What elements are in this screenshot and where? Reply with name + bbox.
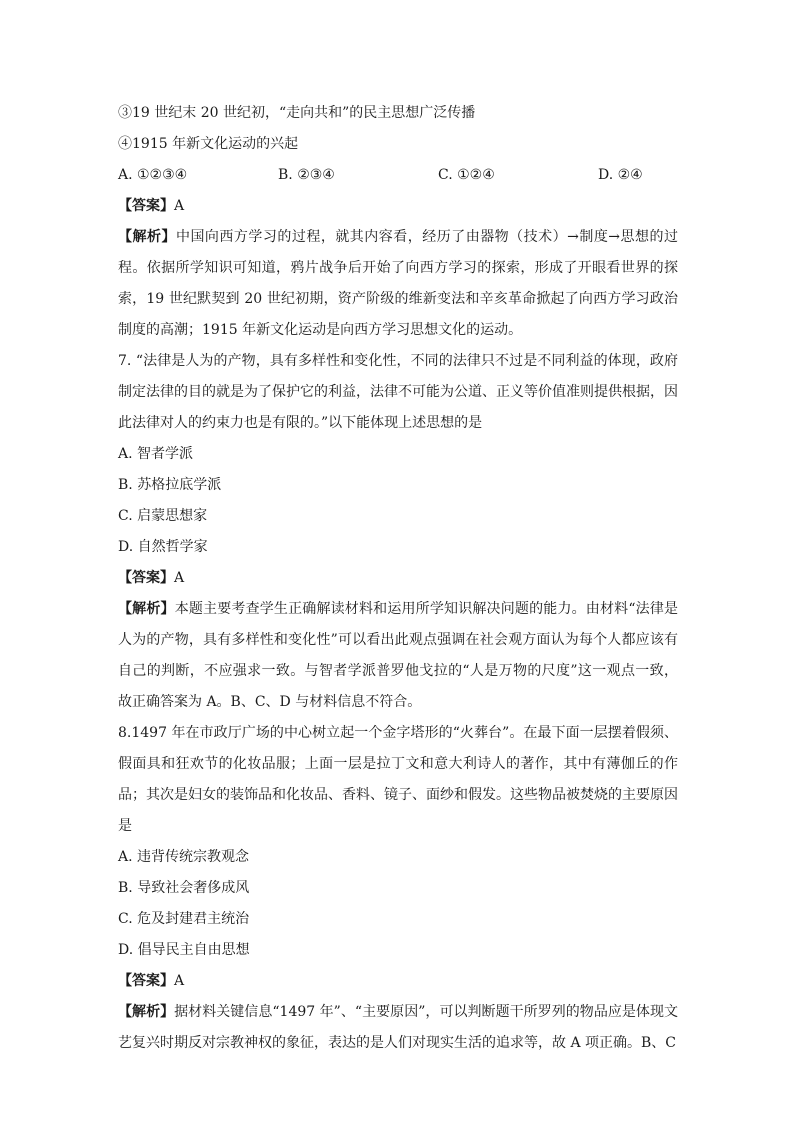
analysis-text: 本题主要考查学生正确解读材料和运用所学知识解决问题的能力。由材料“法律是人为的产物，具有多样性和变化性”可以看出此观点强调在社会观方面认为每个人都应该有自己的判断，不应强求一致。与智者学派普罗他戈拉的“人是万物的尺度”这一观点一致，故正确答案为 A。B、C、D 与材料信息不符合。 bbox=[118, 601, 679, 710]
answer-value: A bbox=[174, 198, 185, 214]
q8-option-a: A. 违背传统宗教观念 bbox=[118, 849, 250, 865]
q7-stem: 7. “法律是人为的产物，具有多样性和变化性，不同的法律只不过是不同利益的体现，政府制定法律的目的就是为了保护它的利益，法律不可能为公道、正义等价值准则提供根据，因此法律对人的约束力也是有限的。”以下能体现上述思想的是 bbox=[118, 353, 678, 431]
q7-analysis bbox=[118, 594, 678, 718]
q8-stem: 8.1497 年在市政厅广场的中心树立起一个金字塔形的“火葬台”。在最下面一层摆着假须、假面具和狂欢节的化妆品服；上面一层是拉丁文和意大利诗人的著作，其中有薄伽丘的作品；其次是妇女的装饰品和化妆品、香料、镜子、面纱和假发。这些物品被焚烧的主要原因是 bbox=[118, 725, 678, 834]
q6-option-a: A. ①②③④ bbox=[118, 167, 188, 183]
q8-option-b: B. 导致社会奢侈成风 bbox=[118, 880, 250, 896]
q6-option-b: B. ②③④ bbox=[278, 167, 335, 183]
answer-tag: 【答案】 bbox=[118, 198, 174, 214]
q6-options bbox=[118, 160, 678, 191]
q7-option-b: B. 苏格拉底学派 bbox=[118, 477, 222, 493]
analysis-tag: 【解析】 bbox=[118, 1004, 175, 1020]
answer-value: A bbox=[174, 973, 185, 989]
q8-analysis bbox=[118, 997, 678, 1059]
q6-option-d: D. ②④ bbox=[598, 167, 643, 183]
q6-item-3: ③19 世纪末 20 世纪初，“走向共和”的民主思想广泛传播 bbox=[118, 105, 476, 121]
answer-tag: 【答案】 bbox=[118, 973, 174, 989]
q6-analysis bbox=[118, 222, 678, 346]
analysis-tag: 【解析】 bbox=[118, 601, 175, 617]
q7-option-d: D. 自然哲学家 bbox=[118, 539, 208, 555]
q8-option-c: C. 危及封建君主统治 bbox=[118, 911, 250, 927]
q7-option-c: C. 启蒙思想家 bbox=[118, 508, 208, 524]
answer-tag: 【答案】 bbox=[118, 570, 174, 586]
q7-option-a: A. 智者学派 bbox=[118, 446, 194, 462]
analysis-text: 中国向西方学习的过程，就其内容看，经历了由器物（技术）→制度→思想的过程。依据所学知识可知道，鸦片战争后开始了向西方学习的探索，形成了开眼看世界的探索，19 世纪默契到 20 世纪初期，资产阶级的维新变法和辛亥革命掀起了向西方学习政治制度的高潮；1915 年新文化运动是向西方学习思想文化的运动。 bbox=[118, 229, 678, 338]
analysis-tag: 【解析】 bbox=[118, 229, 176, 245]
q7-answer bbox=[118, 563, 678, 594]
analysis-text: 据材料关键信息“1497 年”、“主要原因”，可以判断题干所罗列的物品应是体现文艺复兴时期反对宗教神权的象征，表达的是人们对现实生活的追求等，故 A 项正确。B、C bbox=[118, 1004, 678, 1051]
document-page bbox=[118, 98, 678, 1059]
q6-item-4: ④1915 年新文化运动的兴起 bbox=[118, 136, 299, 152]
answer-value: A bbox=[174, 570, 185, 586]
q8-option-d: D. 倡导民主自由思想 bbox=[118, 942, 250, 958]
q6-answer bbox=[118, 191, 678, 222]
q6-option-c: C. ①②④ bbox=[438, 167, 495, 183]
q8-answer bbox=[118, 966, 678, 997]
